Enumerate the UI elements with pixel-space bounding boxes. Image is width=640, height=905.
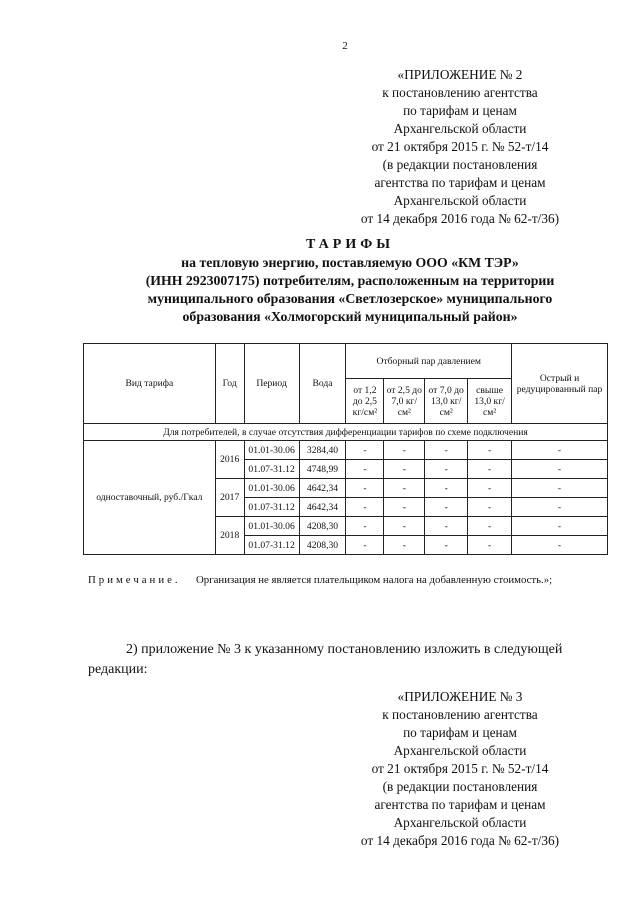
appendix-2-line: Архангельской области	[393, 121, 527, 136]
period-cell: 01.07-31.12	[244, 536, 299, 555]
period-cell: 01.01-30.06	[244, 517, 299, 536]
header-selected-steam: Отборный пар давлением	[346, 344, 512, 379]
p3-cell: -	[425, 441, 468, 460]
p1-cell: -	[346, 479, 384, 498]
tariff-table	[83, 343, 608, 555]
header-period: Период	[244, 344, 299, 424]
p4-cell: -	[468, 441, 512, 460]
sharp-cell: -	[512, 498, 608, 517]
page-number: 2	[342, 40, 348, 52]
title-line: образования «Холмогорский муниципальный район»	[182, 309, 518, 324]
appendix-2-line: к постановлению агентства	[382, 85, 538, 100]
table-row	[84, 441, 608, 460]
year-cell: 2017	[215, 479, 244, 517]
period-cell: 01.07-31.12	[244, 460, 299, 479]
appendix-2-line: по тарифам и ценам	[403, 103, 517, 118]
p4-cell: -	[468, 479, 512, 498]
p3-cell: -	[425, 460, 468, 479]
appendix-2-line: Архангельской области	[393, 193, 527, 208]
appendix-2-header	[300, 66, 620, 228]
sharp-cell: -	[512, 441, 608, 460]
appendix-2-line: агентства по тарифам и ценам	[374, 175, 546, 190]
p1-cell: -	[346, 536, 384, 555]
year-cell: 2018	[215, 517, 244, 555]
header-pressure-3: от 7,0 до 13,0 кг/см²	[425, 379, 468, 424]
paragraph-item-2	[88, 640, 608, 680]
paragraph-text: 2) приложение № 3 к указанному постановлению изложить в следующей редакции:	[88, 642, 563, 677]
sharp-cell: -	[512, 536, 608, 555]
appendix-3-line: к постановлению агентства	[382, 707, 538, 722]
document-title	[70, 236, 630, 326]
appendix-2-line: «ПРИЛОЖЕНИЕ № 2	[397, 67, 523, 82]
period-cell: 01.07-31.12	[244, 498, 299, 517]
water-cell: 3284,40	[299, 441, 346, 460]
header-sharp-steam: Острый и редуцированный пар	[512, 344, 608, 424]
p1-cell: -	[346, 441, 384, 460]
p4-cell: -	[468, 517, 512, 536]
water-cell: 4208,30	[299, 517, 346, 536]
p2-cell: -	[384, 479, 425, 498]
appendix-2-line: от 14 декабря 2016 года № 62-т/36)	[360, 211, 560, 226]
p3-cell: -	[425, 479, 468, 498]
p2-cell: -	[384, 517, 425, 536]
p1-cell: -	[346, 460, 384, 479]
appendix-3-header	[300, 688, 620, 850]
period-cell: 01.01-30.06	[244, 479, 299, 498]
appendix-3-line: Архангельской области	[393, 743, 527, 758]
p2-cell: -	[384, 460, 425, 479]
water-cell: 4642,34	[299, 498, 346, 517]
header-pressure-4: свыше 13,0 кг/см²	[468, 379, 512, 424]
p3-cell: -	[425, 498, 468, 517]
title-line: (ИНН 2923007175) потребителям, расположенным на территории	[145, 273, 555, 288]
water-cell: 4208,30	[299, 536, 346, 555]
table-subheader: Для потребителей, в случае отсутствия дифференциации тарифов по схеме подключения	[84, 424, 608, 441]
title-heading: ТАРИФЫ	[306, 237, 394, 252]
title-line: муниципального образования «Светлозерское» муниципального	[147, 291, 553, 306]
note-block	[88, 573, 608, 587]
sharp-cell: -	[512, 460, 608, 479]
p4-cell: -	[468, 536, 512, 555]
appendix-2-line: (в редакции постановления	[382, 157, 538, 172]
period-cell: 01.01-30.06	[244, 441, 299, 460]
header-pressure-2: от 2,5 до 7,0 кг/см²	[384, 379, 425, 424]
appendix-3-line: (в редакции постановления	[382, 779, 538, 794]
appendix-2-line: от 21 октября 2015 г. № 52-т/14	[371, 139, 549, 154]
title-line: на тепловую энергию, поставляемую ООО «КМ ТЭР»	[181, 255, 519, 270]
appendix-3-line: от 14 декабря 2016 года № 62-т/36)	[360, 833, 560, 848]
header-pressure-1: от 1,2 до 2,5 кг/см²	[346, 379, 384, 424]
appendix-3-line: Архангельской области	[393, 815, 527, 830]
note-text: Организация не является плательщиком налога на добавленную стоимость.»;	[196, 574, 553, 586]
p3-cell: -	[425, 536, 468, 555]
p4-cell: -	[468, 460, 512, 479]
p2-cell: -	[384, 498, 425, 517]
p1-cell: -	[346, 498, 384, 517]
sharp-cell: -	[512, 479, 608, 498]
p2-cell: -	[384, 536, 425, 555]
p2-cell: -	[384, 441, 425, 460]
appendix-3-line: от 21 октября 2015 г. № 52-т/14	[371, 761, 549, 776]
note-label: Примечание.	[88, 574, 181, 586]
water-cell: 4642,34	[299, 479, 346, 498]
appendix-3-line: «ПРИЛОЖЕНИЕ № 3	[397, 689, 523, 704]
header-year: Год	[215, 344, 244, 424]
water-cell: 4748,99	[299, 460, 346, 479]
appendix-3-line: агентства по тарифам и ценам	[374, 797, 546, 812]
p3-cell: -	[425, 517, 468, 536]
p4-cell: -	[468, 498, 512, 517]
header-water: Вода	[299, 344, 346, 424]
p1-cell: -	[346, 517, 384, 536]
appendix-3-line: по тарифам и ценам	[403, 725, 517, 740]
header-tariff-type: Вид тарифа	[84, 344, 216, 424]
tariff-name-cell: одноставочный, руб./Гкал	[84, 441, 216, 555]
sharp-cell: -	[512, 517, 608, 536]
year-cell: 2016	[215, 441, 244, 479]
